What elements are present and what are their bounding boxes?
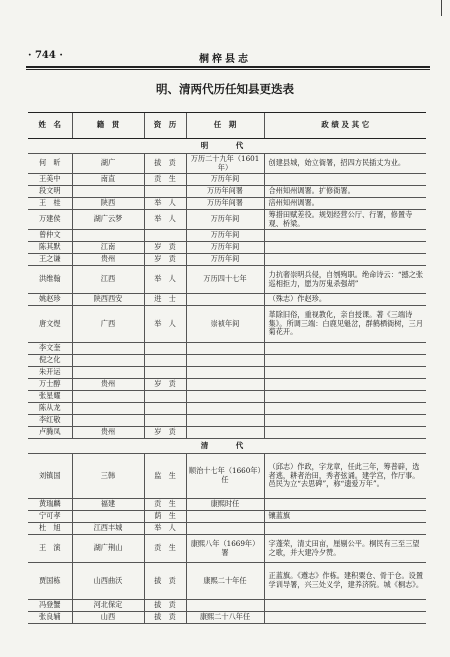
official-name: 李文奎	[28, 343, 72, 355]
term-of-office	[186, 343, 264, 355]
official-name: 万建侯	[28, 210, 72, 230]
table-row	[28, 367, 426, 379]
native-place: 河北保定	[72, 600, 144, 612]
official-name: 王 桂	[28, 198, 72, 210]
credential: 举 人	[144, 210, 186, 230]
table-row	[28, 242, 426, 254]
native-place: 湖广云梦	[72, 210, 144, 230]
official-name: 唐文煜	[28, 306, 72, 343]
term-of-office	[186, 523, 264, 535]
official-name: 冯登蟹	[28, 600, 72, 612]
achievements-notes	[264, 174, 426, 186]
credential	[144, 367, 186, 379]
table-row	[28, 612, 426, 624]
achievements-notes: 正蓝旗。《遵志》作栋。建积粟仓、骨于仓。设置学训导署，兴三处义学，建养济院。城《桐志》。	[264, 563, 426, 600]
page-header	[28, 50, 422, 66]
native-place: 山西	[72, 612, 144, 624]
section-row	[28, 439, 426, 454]
official-name: 陈其默	[28, 242, 72, 254]
native-place: 贵州	[72, 379, 144, 391]
official-name: 刘镇国	[28, 454, 72, 499]
native-place: 贵州	[72, 427, 144, 439]
credential: 拔 贡	[144, 563, 186, 600]
achievements-notes	[264, 230, 426, 242]
table-row	[28, 454, 426, 499]
credential: 举 人	[144, 523, 186, 535]
term-of-office	[186, 403, 264, 415]
achievements-notes	[264, 379, 426, 391]
official-name: 洪维翰	[28, 266, 72, 294]
credential: 贡 生	[144, 499, 186, 511]
official-name: 黄瑞麟	[28, 499, 72, 511]
table-row	[28, 415, 426, 427]
achievements-notes: （殊志）作赵珍。	[264, 294, 426, 306]
official-name: 何 昕	[28, 154, 72, 174]
credential: 拔 贡	[144, 600, 186, 612]
official-name: 王 演	[28, 535, 72, 563]
official-name: 杜 旭	[28, 523, 72, 535]
native-place: 湖广	[72, 154, 144, 174]
table-row	[28, 154, 426, 174]
native-place: 江西	[72, 266, 144, 294]
page-number: · 744 ·	[28, 50, 63, 61]
table-body	[28, 139, 426, 624]
native-place	[72, 415, 144, 427]
native-place: 贵州	[72, 254, 144, 266]
term-of-office	[186, 379, 264, 391]
table-row	[28, 254, 426, 266]
official-name: 卢腾凤	[28, 427, 72, 439]
native-place	[72, 230, 144, 242]
term-of-office: 万历年间署	[186, 198, 264, 210]
term-of-office: 万历年间	[186, 174, 264, 186]
credential: 贡 生	[144, 535, 186, 563]
table-row	[28, 379, 426, 391]
term-of-office: 万历年间	[186, 210, 264, 230]
native-place: 广西	[72, 306, 144, 343]
table-row	[28, 266, 426, 294]
achievements-notes	[264, 403, 426, 415]
achievements-notes: 合州知州调署。扩修衙署。	[264, 186, 426, 198]
native-place	[72, 367, 144, 379]
achievements-notes: 力抗奢崇明兵侵，自刎殉职。绝命诗云：“撼之张巡相拒力，愿为厉鬼杀强胡”	[264, 266, 426, 294]
col-header-name: 姓 名	[28, 113, 72, 139]
credential	[144, 403, 186, 415]
achievements-notes	[264, 600, 426, 612]
term-of-office	[186, 367, 264, 379]
table-row	[28, 174, 426, 186]
credential	[144, 415, 186, 427]
table-row	[28, 499, 426, 511]
term-of-office: 崇祯年间	[186, 306, 264, 343]
table-row	[28, 403, 426, 415]
term-of-office: 康熙时任	[186, 499, 264, 511]
native-place	[72, 511, 144, 523]
credential: 岁 贡	[144, 427, 186, 439]
native-place: 山西曲沃	[72, 563, 144, 600]
official-name: 李红敬	[28, 415, 72, 427]
col-header-credential: 资 历	[144, 113, 186, 139]
credential: 进 士	[144, 294, 186, 306]
achievements-notes: 革除旧俗，重视教化，亲自授课。著《三端诗集》。所调三端：白鹿见魁岔，群鹤栖衙树，三月菊花开。	[264, 306, 426, 343]
col-header-notes: 政 绩 及 其 它	[264, 113, 426, 139]
term-of-office	[186, 600, 264, 612]
table-row	[28, 186, 426, 198]
native-place: 陕西	[72, 198, 144, 210]
native-place	[72, 391, 144, 403]
official-name: 朱开运	[28, 367, 72, 379]
table-row	[28, 355, 426, 367]
native-place	[72, 186, 144, 198]
native-place: 湖广荆山	[72, 535, 144, 563]
native-place	[72, 343, 144, 355]
credential: 岁 贡	[144, 379, 186, 391]
native-place: 江西丰城	[72, 523, 144, 535]
term-of-office: 康熙二十年任	[186, 563, 264, 600]
native-place: 三韩	[72, 454, 144, 499]
native-place	[72, 355, 144, 367]
header-rule-thin	[26, 69, 430, 70]
credential: 拔 贡	[144, 612, 186, 624]
credential	[144, 230, 186, 242]
table-row	[28, 306, 426, 343]
term-of-office	[186, 415, 264, 427]
achievements-notes	[264, 612, 426, 624]
official-name: 曾仲文	[28, 230, 72, 242]
term-of-office: 万历年间署	[186, 186, 264, 198]
credential: 岁 贡	[144, 254, 186, 266]
credential	[144, 186, 186, 198]
credential: 举 人	[144, 306, 186, 343]
section-label: 明 代	[28, 139, 426, 154]
table-row	[28, 198, 426, 210]
official-name: 姚赵珍	[28, 294, 72, 306]
achievements-notes	[264, 367, 426, 379]
credential: 举 人	[144, 266, 186, 294]
official-name: 王美中	[28, 174, 72, 186]
term-of-office	[186, 391, 264, 403]
credential: 贡 生	[144, 174, 186, 186]
native-place: 江南	[72, 242, 144, 254]
table-title: 明、清两代历任知县更迭表	[156, 82, 294, 96]
table-row	[28, 391, 426, 403]
table-row	[28, 511, 426, 523]
credential: 举 人	[144, 198, 186, 210]
term-of-office: 万历四十七年	[186, 266, 264, 294]
official-name: 王之谦	[28, 254, 72, 266]
page-edge-mark	[441, 0, 442, 16]
term-of-office: 顺治十七年（1660年）任	[186, 454, 264, 499]
official-name: 贾国栋	[28, 563, 72, 600]
term-of-office	[186, 294, 264, 306]
table-header-row	[28, 113, 426, 139]
col-header-origin: 籍 贯	[72, 113, 144, 139]
section-label: 清 代	[28, 439, 426, 454]
achievements-notes	[264, 242, 426, 254]
native-place: 南直	[72, 174, 144, 186]
achievements-notes	[264, 254, 426, 266]
term-of-office	[186, 427, 264, 439]
native-place: 福建	[72, 499, 144, 511]
term-of-office: 万历年间	[186, 242, 264, 254]
table-row	[28, 523, 426, 535]
achievements-notes	[264, 391, 426, 403]
achievements-notes: 涪州知州调署。	[264, 198, 426, 210]
credential: 荫 生	[144, 511, 186, 523]
credential	[144, 355, 186, 367]
officials-table	[28, 112, 426, 624]
native-place	[72, 403, 144, 415]
achievements-notes	[264, 415, 426, 427]
official-name: 万士醇	[28, 379, 72, 391]
table-row	[28, 600, 426, 612]
achievements-notes: 创建县城，始立衙署，招四方民插丈为业。	[264, 154, 426, 174]
book-title: 桐梓县志	[199, 54, 251, 65]
table-row	[28, 294, 426, 306]
term-of-office: 万历年间	[186, 254, 264, 266]
table-row	[28, 230, 426, 242]
term-of-office: 康熙二十八年任	[186, 612, 264, 624]
table-row	[28, 535, 426, 563]
achievements-notes	[264, 355, 426, 367]
achievements-notes: 字蓬荣，清丈田亩，厘剔公平。桐民有三至三望之歌，并大建冷夕赞。	[264, 535, 426, 563]
table-row	[28, 427, 426, 439]
col-header-office: 任 期	[186, 113, 264, 139]
official-name: 张星耀	[28, 391, 72, 403]
achievements-notes: （邱志）作政，字龙章，任此三年，筹普辟，选者逃，耕者治田，秀者弦诵。建学宫，作厅事。邑民为立“去思碑”，称“遗爱万年”。	[264, 454, 426, 499]
achievements-notes	[264, 499, 426, 511]
credential: 拔 贡	[144, 154, 186, 174]
official-name: 段文明	[28, 186, 72, 198]
table-row	[28, 343, 426, 355]
official-name: 宁可孝	[28, 511, 72, 523]
achievements-notes: 筹措田赋差役。规划经营公厅、行署，修置寺观、桥梁。	[264, 210, 426, 230]
native-place: 陕西西安	[72, 294, 144, 306]
achievements-notes	[264, 427, 426, 439]
official-name: 张良辅	[28, 612, 72, 624]
table-row	[28, 210, 426, 230]
table-row	[28, 563, 426, 600]
achievements-notes	[264, 343, 426, 355]
term-of-office	[186, 511, 264, 523]
credential: 岁 贡	[144, 242, 186, 254]
term-of-office: 万历年间	[186, 230, 264, 242]
official-name: 倪之化	[28, 355, 72, 367]
achievements-notes	[264, 523, 426, 535]
credential	[144, 391, 186, 403]
official-name: 陈从龙	[28, 403, 72, 415]
achievements-notes: 镶蓝旗	[264, 511, 426, 523]
credential	[144, 343, 186, 355]
term-of-office: 康熙八年（1669年）署	[186, 535, 264, 563]
term-of-office: 万历二十九年（1601年）	[186, 154, 264, 174]
header-rule-thick	[26, 66, 430, 68]
section-row	[28, 139, 426, 154]
credential: 监 生	[144, 454, 186, 499]
term-of-office	[186, 355, 264, 367]
